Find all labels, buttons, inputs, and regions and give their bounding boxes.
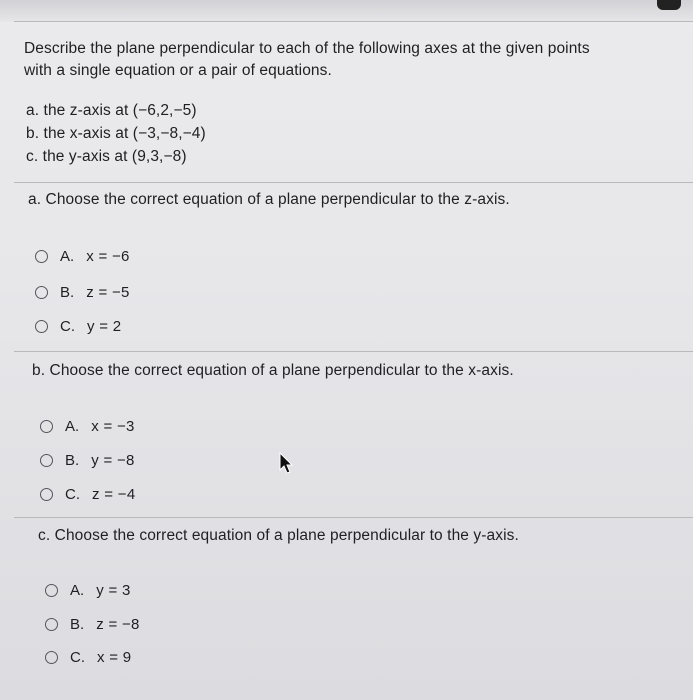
top-toolbar xyxy=(0,0,693,22)
option-letter: A. xyxy=(60,247,75,265)
option-letter: B. xyxy=(70,615,85,633)
question-b-option-a[interactable] xyxy=(40,415,135,437)
question-a-option-b[interactable] xyxy=(35,281,130,303)
question-c-option-a[interactable] xyxy=(45,579,131,601)
question-c-option-c[interactable] xyxy=(45,646,131,668)
option-equation: z = −8 xyxy=(96,615,140,633)
problem-parts-list xyxy=(26,99,206,168)
problem-part-c: c. the y-axis at (9,3,−8) xyxy=(26,148,187,165)
problem-statement xyxy=(24,38,590,82)
question-c-prompt: c. Choose the correct equation of a plane perpendicular to the y-axis. xyxy=(38,527,519,544)
option-equation: y = 3 xyxy=(96,581,131,599)
problem-part-a: a. the z-axis at (−6,2,−5) xyxy=(26,102,197,119)
option-equation: y = −8 xyxy=(91,451,135,469)
question-b-option-b[interactable] xyxy=(40,449,135,471)
divider xyxy=(14,351,693,352)
divider xyxy=(14,517,693,518)
radio-button[interactable] xyxy=(45,651,58,664)
question-a-prompt: a. Choose the correct equation of a plane perpendicular to the z-axis. xyxy=(28,191,510,208)
question-a-option-a[interactable] xyxy=(35,245,130,267)
option-letter: C. xyxy=(65,485,80,503)
option-equation: y = 2 xyxy=(87,317,122,335)
option-equation: x = 9 xyxy=(97,648,132,666)
problem-statement-line: with a single equation or a pair of equations. xyxy=(24,62,332,79)
radio-button[interactable] xyxy=(35,286,48,299)
divider xyxy=(14,21,693,22)
option-equation: z = −5 xyxy=(86,283,130,301)
divider xyxy=(14,182,693,183)
option-equation: x = −3 xyxy=(91,417,135,435)
option-equation: x = −6 xyxy=(86,247,130,265)
question-c-option-b[interactable] xyxy=(45,613,140,635)
mouse-pointer-icon xyxy=(279,452,295,476)
option-letter: B. xyxy=(65,451,80,469)
option-letter: A. xyxy=(65,417,80,435)
radio-button[interactable] xyxy=(45,618,58,631)
radio-button[interactable] xyxy=(40,488,53,501)
menu-icon[interactable] xyxy=(657,0,681,10)
question-a-option-c[interactable] xyxy=(35,315,121,337)
problem-statement-line: Describe the plane perpendicular to each of the following axes at the given points xyxy=(24,40,590,57)
option-letter: B. xyxy=(60,283,75,301)
radio-button[interactable] xyxy=(35,250,48,263)
option-equation: z = −4 xyxy=(92,485,136,503)
question-b-option-c[interactable] xyxy=(40,483,136,505)
radio-button[interactable] xyxy=(35,320,48,333)
option-letter: C. xyxy=(70,648,85,666)
option-letter: C. xyxy=(60,317,75,335)
question-b-prompt: b. Choose the correct equation of a plane perpendicular to the x-axis. xyxy=(32,362,514,379)
problem-part-b: b. the x-axis at (−3,−8,−4) xyxy=(26,125,206,142)
option-letter: A. xyxy=(70,581,85,599)
radio-button[interactable] xyxy=(40,420,53,433)
radio-button[interactable] xyxy=(40,454,53,467)
radio-button[interactable] xyxy=(45,584,58,597)
